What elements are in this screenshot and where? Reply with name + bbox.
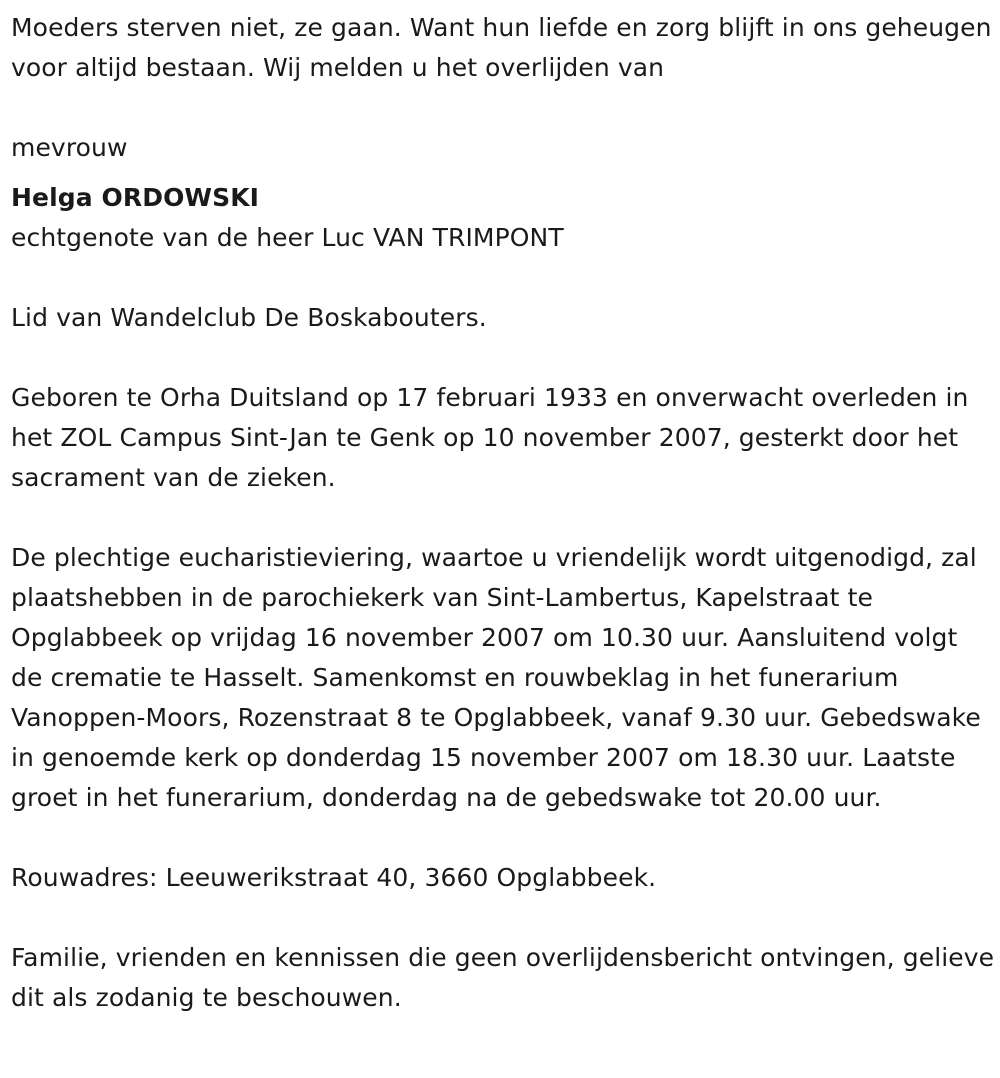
spouse-line: echtgenote van de heer Luc VAN TRIMPONT xyxy=(11,223,564,252)
spacer xyxy=(11,258,996,298)
obituary-notice xyxy=(11,8,996,1018)
membership-line: Lid van Wandelclub De Boskabouters. xyxy=(11,303,487,332)
honorific: mevrouw xyxy=(11,133,128,162)
ceremony-paragraph: De plechtige eucharistieviering, waartoe u vriendelijk wordt uitgenodigd, zal plaatshebben in de parochiekerk van Sint-Lambertus, Kapelstraat te Opglabbeek op vrijdag 16 november 2007 om 10.30 uur. Aansluitend volgt de crematie te Hasselt. Samenkomst en rouwbeklag in het funerarium Vanoppen-Moors, Rozenstraat 8 te Opglabbeek, vanaf 9.30 uur. Gebedswake in genoemde kerk op donderdag 15 november 2007 om 18.30 uur. Laatste groet in het funerarium, donderdag na de gebedswake tot 20.00 uur. xyxy=(11,543,981,812)
spacer xyxy=(11,88,996,128)
spacer xyxy=(11,818,996,858)
spacer xyxy=(11,498,996,538)
closing-paragraph: Familie, vrienden en kennissen die geen overlijdensbericht ontvingen, gelieve dit als zodanig te beschouwen. xyxy=(11,943,995,1012)
spacer xyxy=(11,338,996,378)
spacer xyxy=(11,898,996,938)
mourning-address: Rouwadres: Leeuwerikstraat 40, 3660 Opglabbeek. xyxy=(11,863,657,892)
deceased-name: Helga ORDOWSKI xyxy=(11,183,260,212)
birth-death-paragraph: Geboren te Orha Duitsland op 17 februari 1933 en onverwacht overleden in het ZOL Campus Sint-Jan te Genk op 10 november 2007, gesterkt door het sacrament van de zieken. xyxy=(11,383,969,492)
intro-paragraph: Moeders sterven niet, ze gaan. Want hun liefde en zorg blijft in ons geheugen voor altijd bestaan. Wij melden u het overlijden van xyxy=(11,13,992,82)
